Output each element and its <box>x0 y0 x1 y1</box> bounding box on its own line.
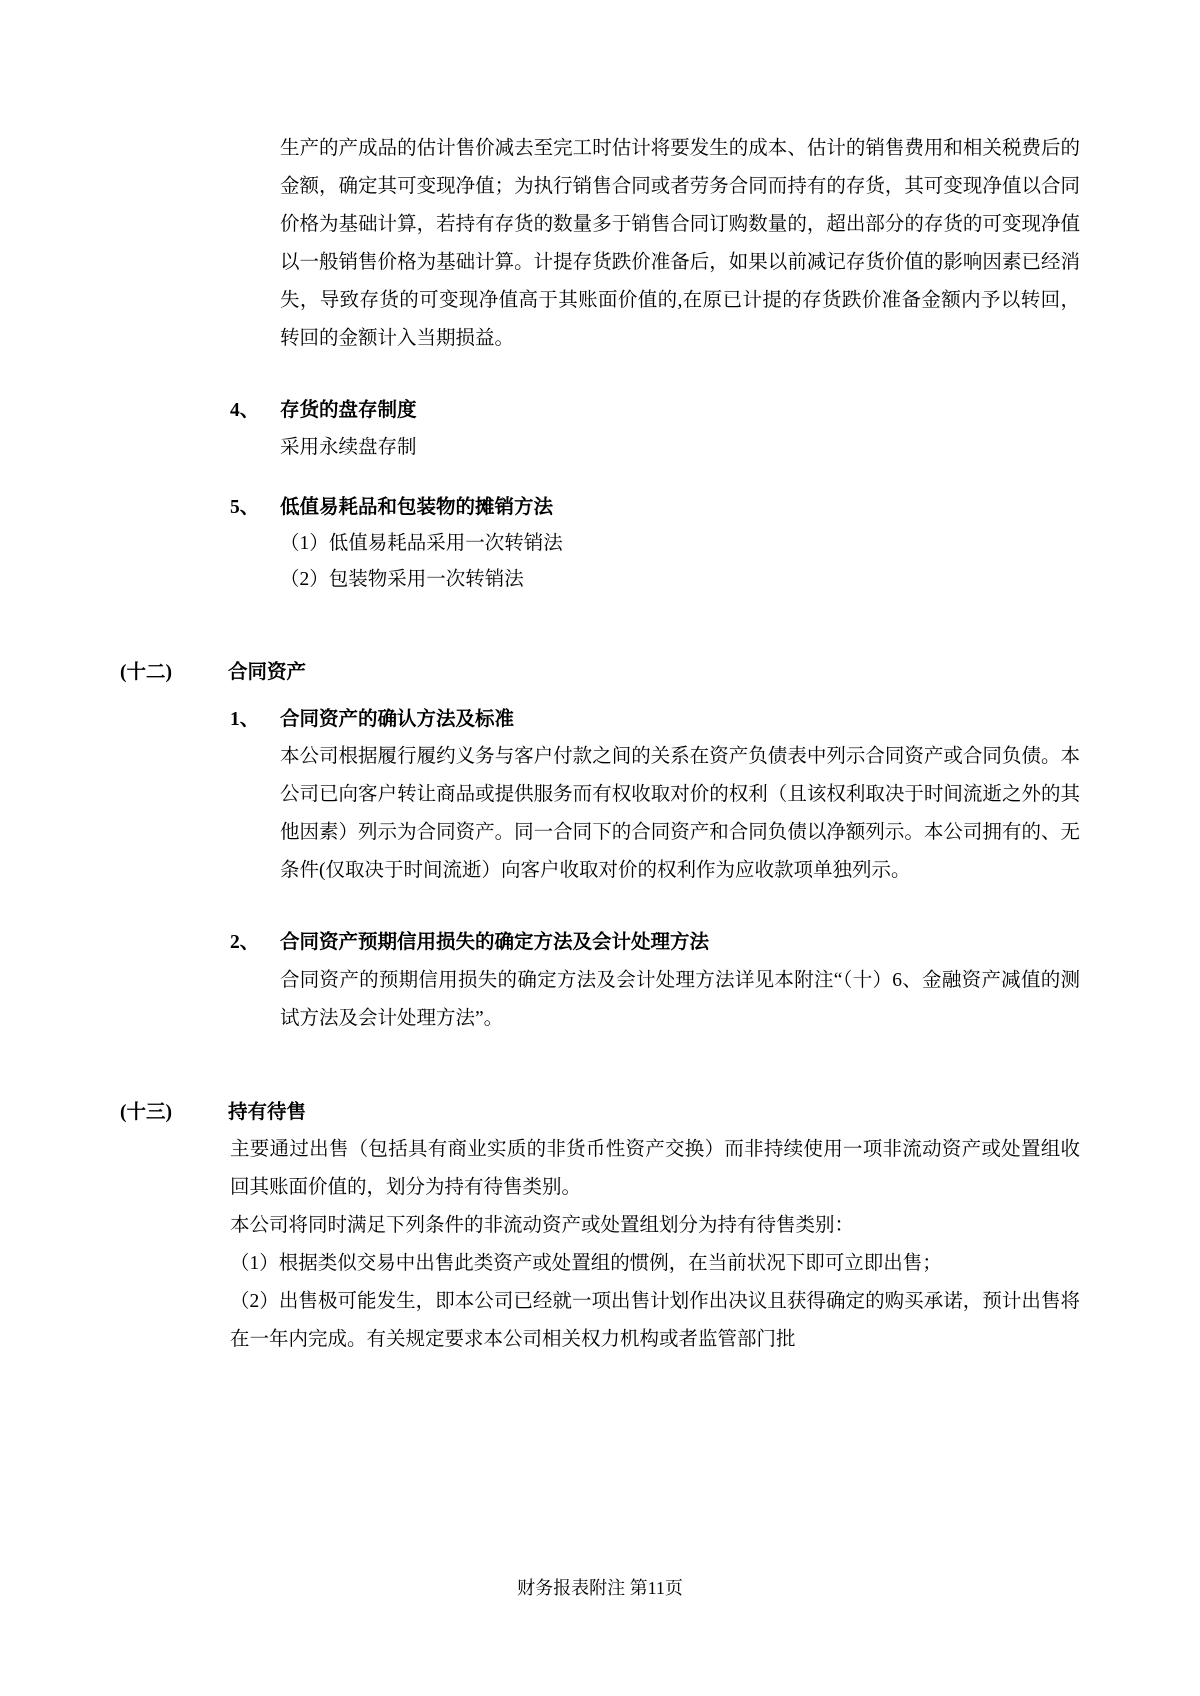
paragraph-perpetual-inventory: 采用永续盘存制 <box>280 437 417 459</box>
page-footer: 财务报表附注 第11页 <box>517 1578 683 1598</box>
heading-section-12-item-2 <box>230 924 1080 961</box>
heading-section-13-text: 持有待售 <box>228 1101 307 1123</box>
spacer <box>120 358 1080 392</box>
paragraph-held-for-sale-3: （1）根据类似交易中出售此类资产或处置组的惯例，在当前状况下即可立即出售； <box>230 1252 942 1274</box>
heading-section-12-item-1-text: 合同资产的确认方法及标准 <box>280 709 515 731</box>
heading-section-12-item-2-text: 合同资产预期信用损失的确定方法及会计处理方法 <box>280 932 710 954</box>
list-item-low-value-1: （1）低值易耗品采用一次转销法 <box>280 533 563 555</box>
spacer <box>120 598 1080 632</box>
paragraph-contract-asset-impairment: 合同资产的预期信用损失的确定方法及会计处理方法详见本附注“（十）6、金融资产减值的测试方法及会计处理方法”。 <box>280 969 1080 1029</box>
heading-item-5-text: 低值易耗品和包装物的摊销方法 <box>280 497 554 519</box>
spacer <box>120 467 1080 489</box>
heading-section-12 <box>120 654 1080 691</box>
heading-item-5 <box>230 489 1080 526</box>
heading-item-4-marker: 4、 <box>230 400 260 422</box>
list-item-low-value-2: （2）包装物采用一次转销法 <box>280 569 524 591</box>
spacer <box>120 890 1080 924</box>
heading-section-13-marker: (十三) <box>120 1101 172 1123</box>
heading-item-5-marker: 5、 <box>230 497 260 519</box>
heading-section-12-text: 合同资产 <box>228 662 307 684</box>
heading-section-12-marker: (十二) <box>120 662 172 684</box>
heading-section-12-item-2-marker: 2、 <box>230 932 260 954</box>
paragraph-held-for-sale-4: （2）出售极可能发生，即本公司已经就一项出售计划作出决议且获得确定的购买承诺，预计出售将在一年内完成。有关规定要求本公司相关权力机构或者监管部门批 <box>230 1290 1080 1350</box>
heading-item-4-text: 存货的盘存制度 <box>280 400 417 422</box>
heading-section-13 <box>120 1094 1080 1131</box>
spacer <box>120 632 1080 654</box>
paragraph-inventory-nrv: 生产的产成品的估计售价减去至完工时估计将要发生的成本、估计的销售费用和相关税费后的金额，确定其可变现净值；为执行销售合同或者劳务合同而持有的存货，其可变现净值以合同价格为基础计算，若持有存货的数量多于销售合同订购数量的，超出部分的存货的可变现净值以一般销售价格为基础计算。计提存货跌价准备后，如果以前减记存货价值的影响因素已经消失，导致存货的可变现净值高于其账面价值的,在原已计提的存货跌价准备金额内予以转回，转回的金额计入当期损益。 <box>280 138 1080 350</box>
spacer <box>120 1072 1080 1094</box>
spacer <box>120 1038 1080 1072</box>
spacer <box>120 691 1080 701</box>
heading-section-12-item-1-marker: 1、 <box>230 709 260 731</box>
paragraph-held-for-sale-2: 本公司将同时满足下列条件的非流动资产或处置组划分为持有待售类别： <box>230 1214 855 1236</box>
paragraph-contract-asset-recognition: 本公司根据履行履约义务与客户付款之间的关系在资产负债表中列示合同资产或合同负债。本公司已向客户转让商品或提供服务而有权收取对价的权利（且该权利取决于时间流逝之外的其他因素）列示为合同资产。同一合同下的合同资产和合同负债以净额列示。本公司拥有的、无条件(仅取决于时间流逝）向客户收取对价的权利作为应收款项单独列示。 <box>280 746 1080 882</box>
heading-section-12-item-1 <box>230 701 1080 738</box>
heading-item-4 <box>230 392 1080 429</box>
paragraph-held-for-sale-1: 主要通过出售（包括具有商业实质的非货币性资产交换）而非持续使用一项非流动资产或处置组收回其账面价值的，划分为持有待售类别。 <box>230 1138 1080 1198</box>
